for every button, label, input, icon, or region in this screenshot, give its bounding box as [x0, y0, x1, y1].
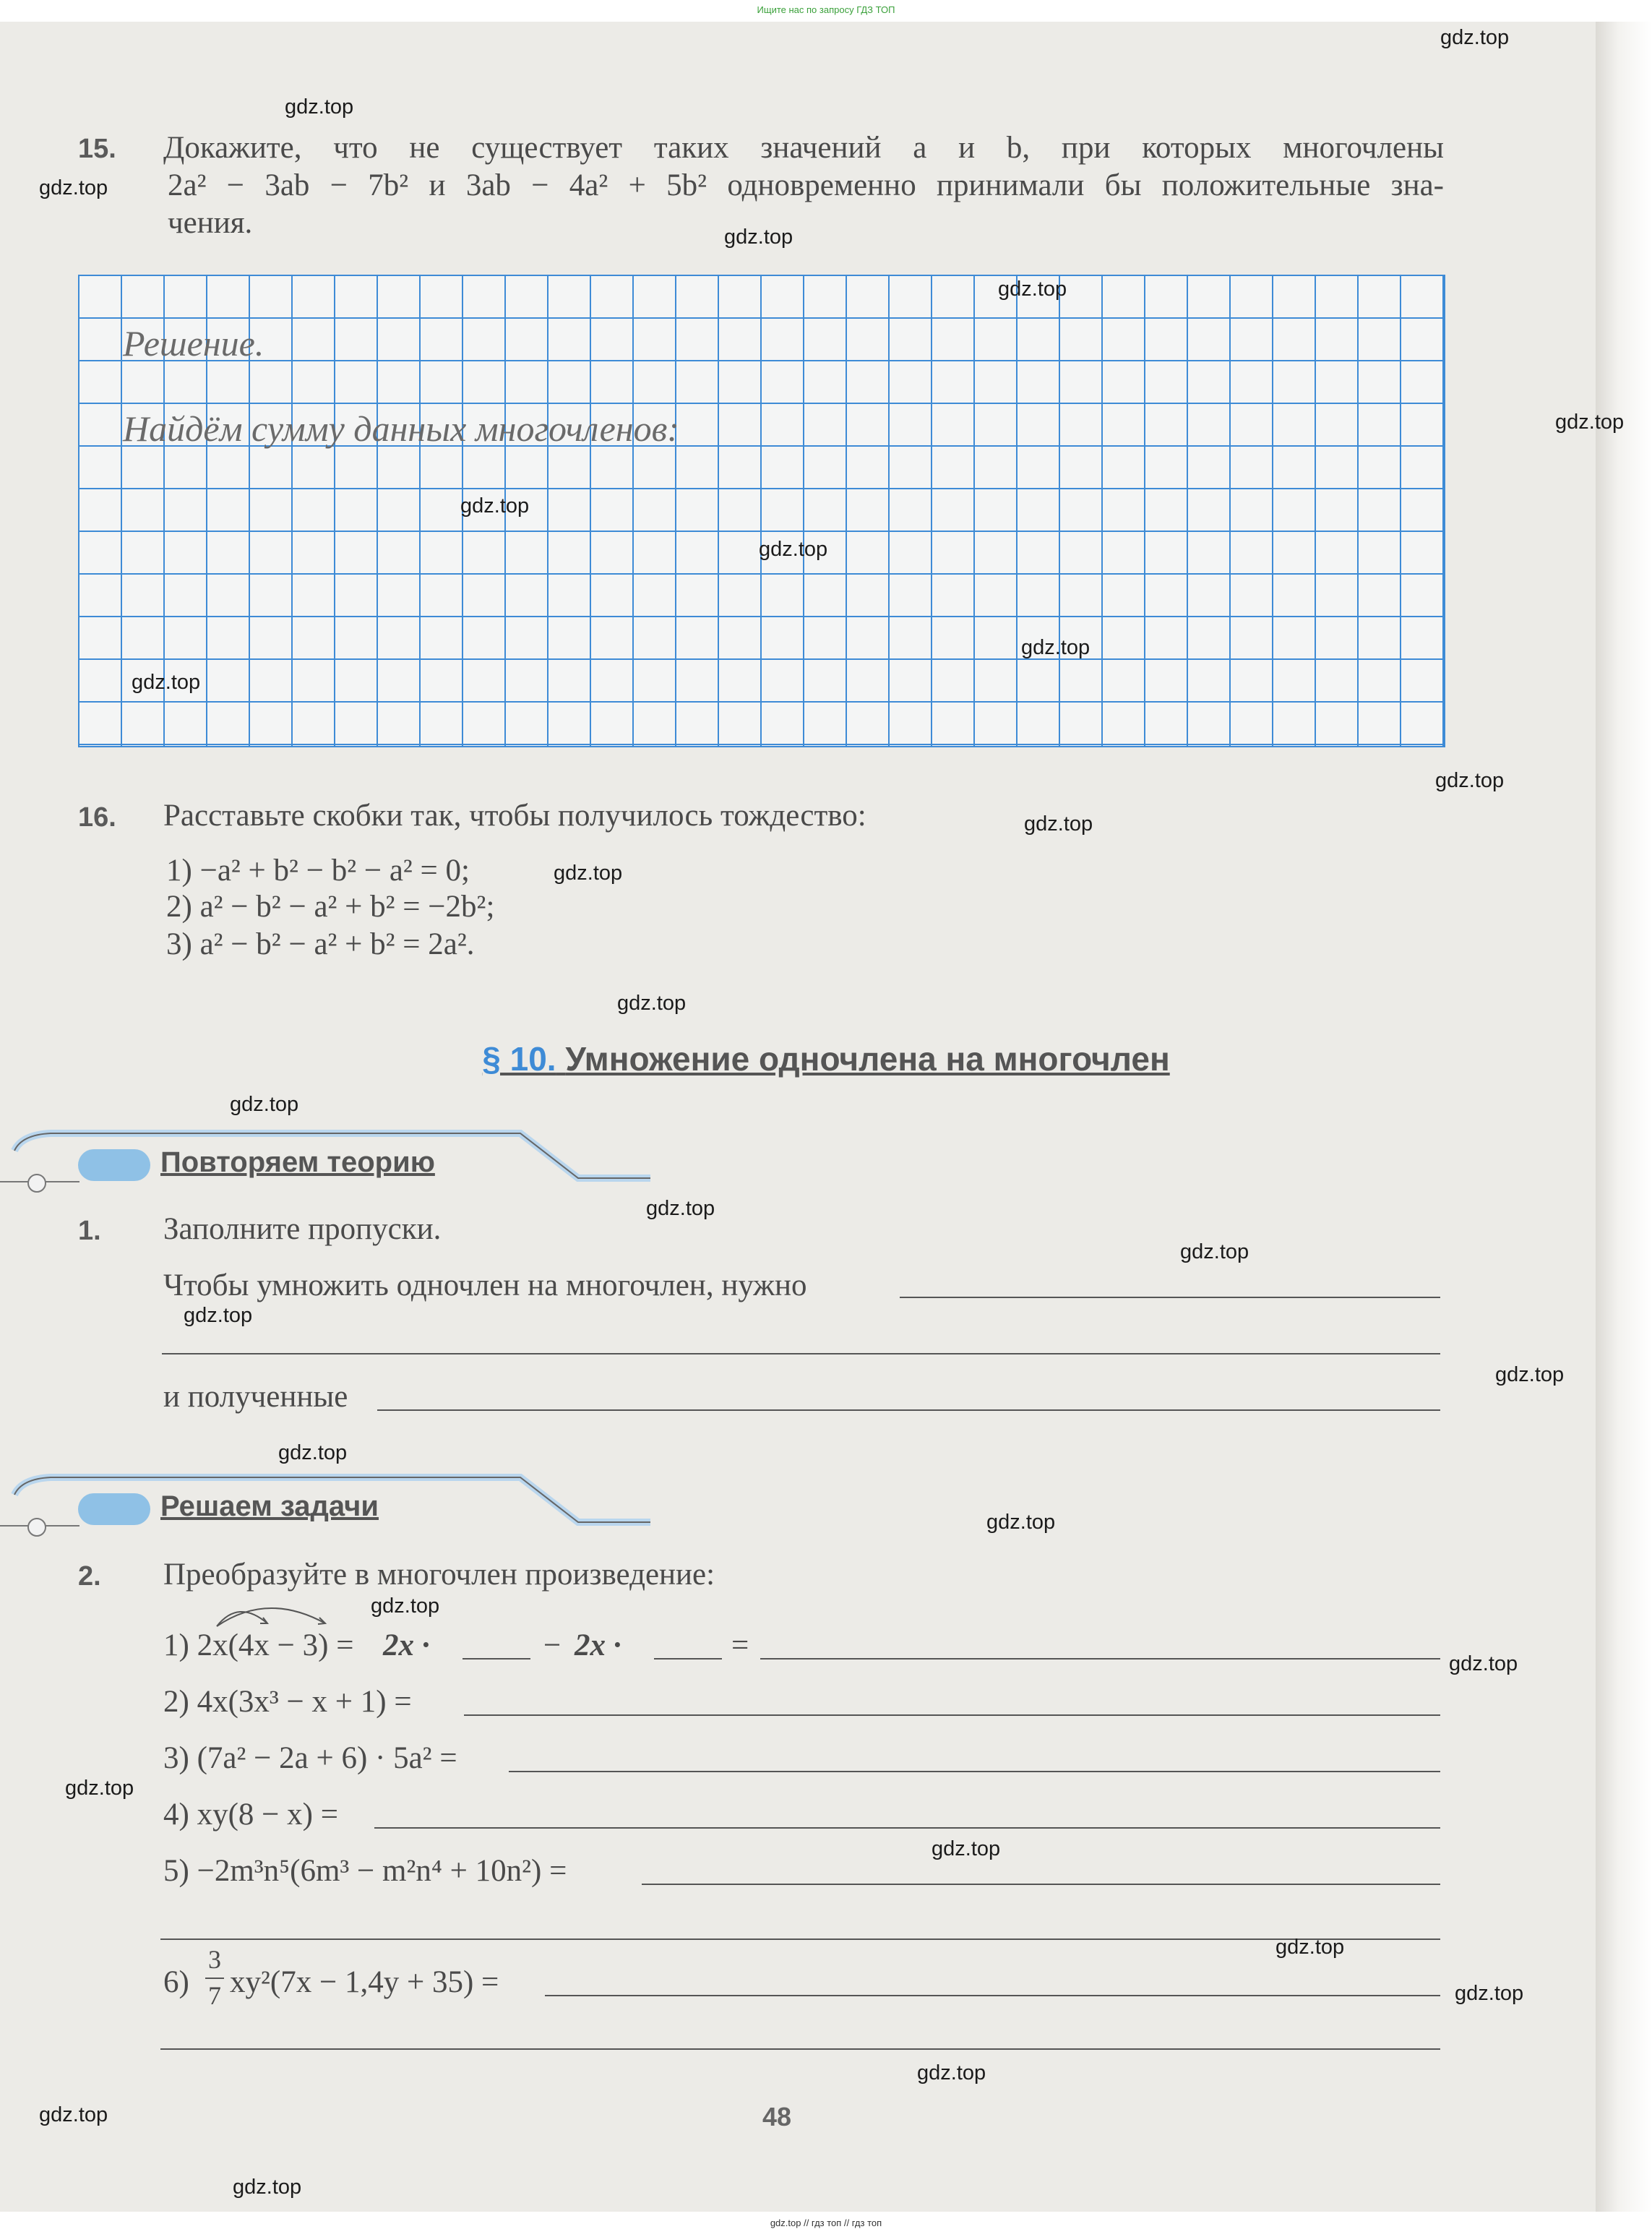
- tasks-banner: [0, 1466, 665, 1545]
- watermark: gdz.top: [184, 1304, 253, 1327]
- tasks-heading: Решаем задачи: [160, 1490, 379, 1522]
- section-sign: § 10.: [482, 1040, 556, 1078]
- fill-line-2[interactable]: [162, 1353, 1440, 1354]
- item2-answer-line[interactable]: [464, 1714, 1440, 1716]
- watermark: gdz.top: [1555, 411, 1625, 434]
- fill-line-3[interactable]: [377, 1409, 1440, 1411]
- watermark: gdz.top: [132, 671, 201, 694]
- watermark: gdz.top: [917, 2061, 986, 2084]
- watermark: gdz.top: [998, 278, 1067, 301]
- item1-term2: 2x ·: [575, 1628, 621, 1662]
- top-banner: [0, 0, 1652, 22]
- watermark: gdz.top: [1024, 812, 1093, 836]
- watermark: gdz.top: [724, 226, 793, 249]
- task16-item-2: 2) a² − b² − a² + b² = −2b²;: [166, 890, 495, 924]
- theory-heading: Повторяем теорию: [160, 1146, 435, 1178]
- bottom-banner: [0, 2212, 1652, 2237]
- watermark: gdz.top: [1275, 1936, 1345, 1959]
- watermark: gdz.top: [278, 1441, 348, 1464]
- item4-answer-line[interactable]: [374, 1827, 1440, 1829]
- item1-expression: 1) 2x(4x − 3) =: [163, 1628, 354, 1662]
- theory-banner: [0, 1122, 665, 1201]
- item6-fraction-bar: [205, 1978, 224, 1979]
- task15-text-line3: чения.: [168, 206, 253, 240]
- watermark: gdz.top: [1435, 769, 1505, 792]
- page-edge: [1596, 0, 1652, 2237]
- watermark: gdz.top: [1440, 26, 1510, 49]
- watermark: gdz.top: [460, 494, 530, 518]
- banner-pill-icon: [78, 1149, 150, 1181]
- bottom-banner-text: gdz.top // гдз топ // гдз топ: [770, 2217, 882, 2228]
- watermark: gdz.top: [646, 1197, 715, 1220]
- section-title: [0, 1039, 1652, 1078]
- watermark: gdz.top: [39, 176, 108, 199]
- task16-item-1: 1) −a² + b² − b² − a² = 0;: [166, 854, 470, 888]
- theory-task: Заполните пропуски.: [163, 1212, 442, 1246]
- watermark: gdz.top: [233, 2176, 302, 2199]
- watermark: gdz.top: [39, 2103, 108, 2126]
- watermark: gdz.top: [986, 1511, 1056, 1534]
- task16-number: 16.: [78, 802, 116, 833]
- solution-label: Решение.: [123, 323, 264, 364]
- watermark: gdz.top: [617, 992, 687, 1015]
- watermark: gdz.top: [759, 538, 828, 561]
- watermark: gdz.top: [285, 95, 354, 119]
- watermark: gdz.top: [1021, 636, 1090, 659]
- item1-blank-2[interactable]: [654, 1658, 722, 1659]
- theory-line3-text: и полученные: [163, 1380, 348, 1414]
- page-number: 48: [762, 2102, 792, 2131]
- watermark: gdz.top: [1495, 1363, 1565, 1386]
- tasks-task: Преобразуйте в многочлен произведение:: [163, 1558, 715, 1592]
- watermark: gdz.top: [1449, 1652, 1518, 1675]
- item6-fraction-den: 7: [208, 1981, 221, 2010]
- item2-expression: 2) 4x(3x³ − x + 1) =: [163, 1685, 412, 1719]
- watermark: gdz.top: [1180, 1240, 1249, 1263]
- task15-number: 15.: [78, 134, 116, 164]
- section-title-text: Умножение одночлена на многочлен: [565, 1040, 1170, 1078]
- watermark: gdz.top: [65, 1777, 134, 1800]
- item3-expression: 3) (7a² − 2a + 6) · 5a² =: [163, 1741, 457, 1775]
- bullet-circle-icon-2: [27, 1518, 46, 1537]
- item6-fraction-num: 3: [208, 1945, 221, 1974]
- item3-answer-line[interactable]: [509, 1771, 1440, 1772]
- watermark: gdz.top: [554, 862, 623, 885]
- item5-expression: 5) −2m³n⁵(6m³ − m²n⁴ + 10n²) =: [163, 1854, 567, 1888]
- item6-answer-line[interactable]: [545, 1995, 1440, 1996]
- task16-item-3: 3) a² − b² − a² + b² = 2a².: [166, 927, 475, 961]
- item6-answer-line-2[interactable]: [160, 2048, 1440, 2050]
- fill-line-1[interactable]: [900, 1297, 1440, 1298]
- tasks-number: 2.: [78, 1561, 101, 1592]
- item5-answer-line-2[interactable]: [160, 1938, 1440, 1940]
- theory-number: 1.: [78, 1216, 101, 1246]
- watermark: gdz.top: [371, 1594, 440, 1618]
- banner-pill-icon-2: [78, 1493, 150, 1525]
- item1-answer-line[interactable]: [760, 1658, 1440, 1659]
- item1-minus: −: [543, 1628, 562, 1662]
- watermark: gdz.top: [230, 1093, 299, 1116]
- bullet-circle-icon: [27, 1174, 46, 1193]
- task15-text-line1: Докажите, что не существует таких значений a и b, при которых многочлены: [163, 131, 1444, 165]
- solution-grid[interactable]: [78, 275, 1445, 747]
- top-banner-text: Ищите нас по запросу ГДЗ ТОП: [757, 4, 895, 15]
- theory-line1-text: Чтобы умножить одночлен на многочлен, нужно: [163, 1268, 807, 1302]
- item6-prefix: 6): [163, 1965, 189, 1999]
- item6-expression: xy²(7x − 1,4y + 35) =: [230, 1965, 499, 1999]
- item5-answer-line[interactable]: [642, 1884, 1440, 1885]
- solution-line: Найдём сумму данных многочленов:: [123, 408, 679, 449]
- watermark: gdz.top: [932, 1837, 1001, 1860]
- task15-text-line2: 2a² − 3ab − 7b² и 3ab − 4a² + 5b² одновременно принимали бы положительные зна-: [168, 168, 1444, 202]
- item4-expression: 4) xy(8 − x) =: [163, 1798, 338, 1832]
- task16-text: Расставьте скобки так, чтобы получилось тождество:: [163, 799, 866, 833]
- item1-equals: =: [731, 1628, 749, 1662]
- watermark: gdz.top: [1455, 1982, 1524, 2005]
- item1-term1: 2x ·: [383, 1628, 430, 1662]
- item1-blank-1[interactable]: [463, 1658, 530, 1659]
